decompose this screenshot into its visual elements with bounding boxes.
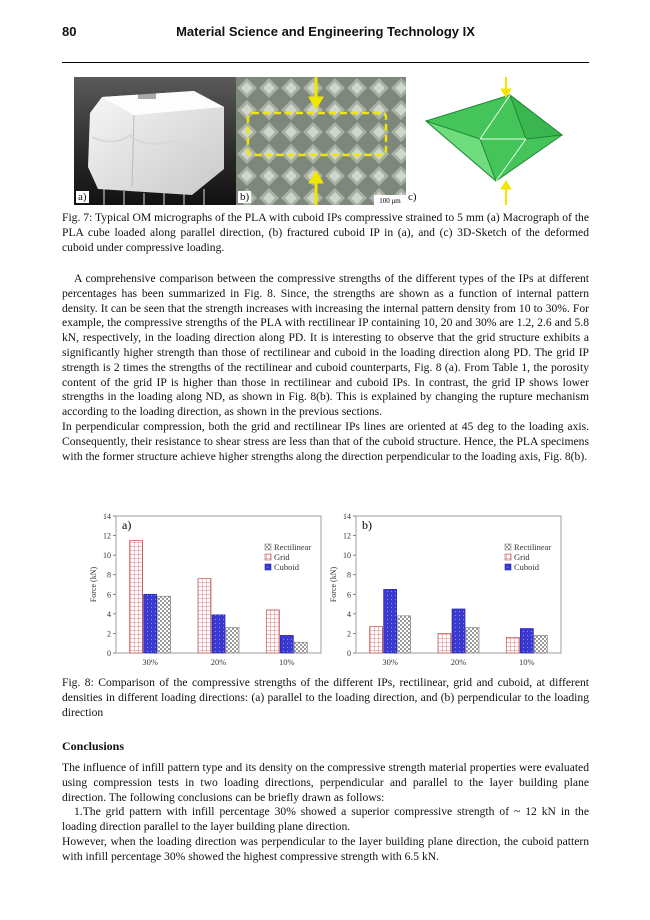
body-paragraph-1: A comprehensive comparison between the compressive strengths of the different types of the IPs at different percentages has been summarized in Fig. 8. Since, the strengths are shown as a function of internal pattern density. It can be seen that the strength increases with increasing the internal pattern density from 10 to 30%. For example, the compressive strengths of the PLA with rectilinear IP containing 10, 20 and 30% are 1.2, 2.6 and 5.8 kN, respectively, in the loading direction along PD. It is interesting to observe that the grid structure exhibits a significantly higher strength than those of rectilinear and cuboid in the loading direction along PD. The grid IP strength is 2 times the strengths of the rectilinear and cuboid counterparts, Fig. 8 (a). From Table 1, the porosity content of the grid IP is higher than those in rectilinear and cuboid IPs. In contrast, the grid IP shows lower strengths in the loading along ND, as shown in Fig. 8(b). This is explained by changing the rupture mechanism according to the loading direction, as shown in the previous sections.	[62, 272, 589, 419]
conclusions-heading: Conclusions	[62, 739, 125, 753]
y-tick-label: 10	[103, 551, 111, 561]
legend-label: Grid	[514, 552, 530, 562]
figure-8-caption: Fig. 8: Comparison of the compressive strengths of the different IPs, rectilinear, grid and cuboid, at different densities in different loading directions: (a) parallel to the loading direction, and (b) perpendicular to the loading direction	[62, 676, 589, 719]
panel-label-b: b)	[240, 191, 250, 203]
bar-grid-30pct	[370, 627, 383, 653]
bar-cuboid-10pct	[280, 635, 293, 653]
chart-a	[89, 512, 321, 667]
x-category-label: 10%	[519, 657, 535, 667]
bar-cuboid-20pct	[452, 609, 465, 653]
y-axis-label: Force (kN)	[329, 566, 338, 603]
x-category-label: 20%	[210, 657, 227, 667]
panel-label-a: a)	[78, 191, 87, 203]
legend-label: Cuboid	[274, 562, 300, 572]
y-tick-label: 2	[107, 629, 111, 639]
bar-grid-10pct	[266, 610, 279, 653]
legend-swatch	[505, 564, 511, 570]
bar-rectilinear-10pct	[534, 635, 547, 653]
y-tick-label: 10	[343, 551, 351, 561]
y-tick-label: 0	[347, 649, 351, 658]
micrograph-panel	[236, 77, 406, 205]
legend-label: Rectilinear	[274, 542, 312, 552]
bar-grid-30pct	[130, 540, 143, 653]
bar-cuboid-10pct	[520, 629, 533, 653]
sketch-panel	[406, 77, 576, 205]
bar-cuboid-30pct	[144, 594, 157, 653]
y-tick-label: 4	[107, 609, 111, 619]
chart-panel-label: b)	[362, 518, 372, 532]
bar-grid-20pct	[198, 579, 211, 653]
figure-7-caption: Fig. 7: Typical OM micrographs of the PLA with cuboid IPs compressive strained to 5 mm (a) Macrograph of the PLA cube loaded along parallel direction, (b) fractured cuboid IP in (a), and (c) 3D-Sketch of the deformed cuboid under compressive loading.	[62, 211, 589, 254]
legend-swatch	[505, 554, 511, 560]
bar-grid-10pct	[506, 637, 519, 653]
cube-macrograph-image	[74, 77, 236, 205]
panel-label-c: c)	[408, 191, 417, 203]
scale-bar-label: 100 μm	[379, 197, 401, 205]
x-category-label: 10%	[279, 657, 295, 667]
legend-swatch	[265, 544, 271, 550]
legend-swatch	[505, 544, 511, 550]
bar-rectilinear-20pct	[226, 628, 239, 653]
body-paragraph-2: In perpendicular compression, both the grid and rectilinear IPs lines are oriented at 45 deg to the loading axis. Consequently, their resistance to shear stress are less than that of the cuboid structure. Hence, the PLA specimens with the former structure achieve higher strengths along the direction perpendicular to the loading axis, Fig. 8(b).	[62, 419, 589, 463]
chart-b	[329, 512, 561, 667]
page-number: 80	[62, 24, 77, 39]
x-category-label: 30%	[142, 657, 158, 667]
legend-swatch	[265, 564, 271, 570]
y-tick-label: 12	[103, 531, 111, 541]
y-tick-label: 6	[347, 590, 351, 600]
y-tick-label: 8	[347, 570, 351, 580]
y-axis-label: Force (kN)	[89, 566, 98, 603]
figure-8	[86, 510, 594, 670]
header-rule	[62, 62, 589, 63]
deformed-cuboid-3d-sketch	[406, 77, 576, 205]
y-tick-label: 6	[107, 590, 111, 600]
chart-panel-label: a)	[122, 518, 132, 532]
bar-rectilinear-10pct	[294, 642, 307, 653]
bar-rectilinear-20pct	[466, 628, 479, 653]
x-category-label: 30%	[382, 657, 398, 667]
legend-label: Rectilinear	[514, 542, 552, 552]
y-tick-label: 14	[103, 512, 111, 521]
figure-8-charts	[86, 510, 594, 670]
y-tick-label: 0	[107, 649, 111, 658]
legend-label: Grid	[274, 552, 290, 562]
bar-cuboid-20pct	[212, 615, 225, 653]
y-tick-label: 12	[343, 531, 351, 541]
legend-label: Cuboid	[514, 562, 540, 572]
page-header	[62, 24, 589, 42]
bar-rectilinear-30pct	[398, 616, 411, 653]
macrograph-panel	[74, 77, 236, 205]
running-title: Material Science and Engineering Technology IX	[176, 24, 475, 39]
conclusions-paragraph-2: 1.The grid pattern with infill percentage 30% showed a superior compressive strength of ~ 12 kN in the loading direction parallel to the layer building plane direction.	[62, 805, 589, 834]
bar-grid-20pct	[438, 633, 451, 653]
y-tick-label: 4	[347, 609, 351, 619]
conclusions-paragraph-1: The influence of infill pattern type and its density on the compressive strength material properties were evaluated using compression tests in two loading directions, perpendicular and parallel to the layer building plane direction. The following conclusions can be briefly drawn as follows:	[62, 761, 589, 804]
bar-rectilinear-30pct	[158, 596, 171, 653]
fractured-cuboid-micrograph-image	[236, 77, 406, 205]
figure-7	[74, 77, 576, 205]
bar-cuboid-30pct	[384, 589, 397, 653]
y-tick-label: 2	[347, 629, 351, 639]
conclusions-paragraph-3: However, when the loading direction was perpendicular to the layer building plane direction, the cuboid pattern with infill percentage 30% showed the highest compressive strength with 6.5 kN.	[62, 834, 589, 863]
x-category-label: 20%	[450, 657, 467, 667]
conclusions-text	[62, 761, 589, 865]
body-text	[62, 272, 589, 464]
legend-swatch	[265, 554, 271, 560]
y-tick-label: 8	[107, 570, 111, 580]
y-tick-label: 14	[343, 512, 351, 521]
